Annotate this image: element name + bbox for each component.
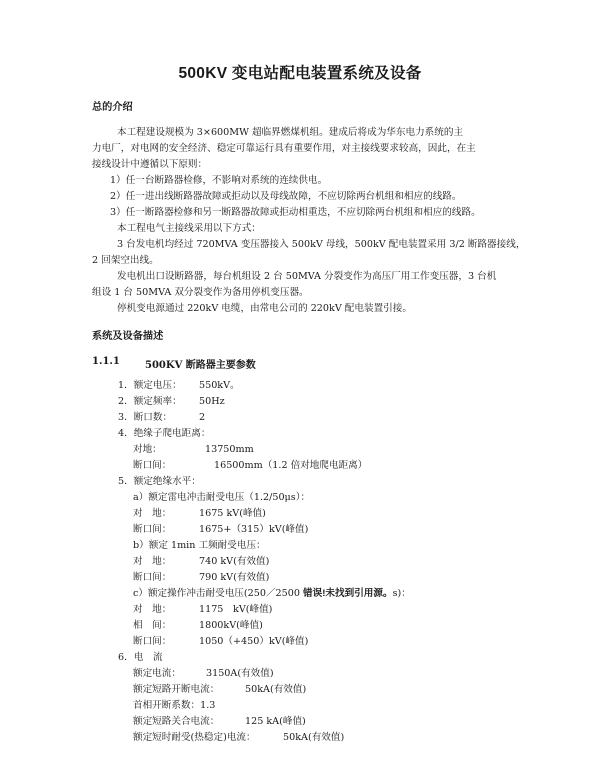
param-label: 断口间： bbox=[133, 636, 172, 647]
param-value: 1675 kV(峰值) bbox=[199, 508, 266, 519]
principle-item: 1）任一台断路器检修，不影响对系统的连续供电。 bbox=[110, 175, 328, 186]
intro-heading: 总的介绍 bbox=[92, 102, 133, 113]
param-label: 断口间： bbox=[133, 524, 172, 535]
sublabel-suffix: s)： bbox=[392, 588, 411, 599]
section-title: 500KV 断路器主要参数 bbox=[145, 360, 256, 371]
param-sublabel: a）额定雷电冲击耐受电压（1.2/50μs）： bbox=[133, 492, 311, 503]
intro-line: 力电厂，对电网的安全经济、稳定可靠运行具有重要作用，对主接线要求较高，因此，在主 bbox=[92, 143, 476, 154]
param-value: 1175 kV(峰值) bbox=[199, 604, 273, 615]
param-label: 2．额定频率： bbox=[118, 396, 182, 407]
param-label: 相 间： bbox=[133, 620, 172, 631]
param-label: 首相开断系数：1.3 bbox=[133, 700, 216, 711]
intro-line: 2 回架空出线。 bbox=[92, 255, 159, 266]
param-label: 4．绝缘子爬电距离： bbox=[118, 428, 211, 439]
param-value: 1050（+450）kV(峰值) bbox=[199, 636, 309, 647]
intro-line: 3 台发电机均经过 720MVA 变压器接入 500kV 母线，500kV 配电装置采用 3/2 断路器接线， bbox=[117, 239, 526, 250]
param-label: 3．断口数： bbox=[118, 412, 173, 423]
param-value: 50Hz bbox=[199, 396, 225, 407]
document-title: 500KV 变电站配电装置系统及设备 bbox=[178, 65, 422, 82]
param-sublabel: b）额定 1min 工频耐受电压： bbox=[133, 540, 266, 551]
param-label: 对 地： bbox=[133, 604, 172, 615]
param-value: 2 bbox=[199, 412, 206, 423]
intro-line: 停机变电源通过 220kV 电缆，由常电公司的 220kV 配电装置引接。 bbox=[117, 303, 412, 314]
param-label: 额定短时耐受(热稳定)电流： bbox=[133, 732, 256, 743]
param-sublabel bbox=[133, 588, 411, 600]
sublabel-prefix: c）额定操作冲击耐受电压(250／2500 bbox=[133, 588, 304, 599]
param-value: 1675+（315）kV(峰值) bbox=[199, 524, 309, 535]
intro-line: 本工程电气主接线采用以下方式： bbox=[117, 223, 261, 234]
reference-error-text: 错误!未找到引用源。 bbox=[303, 588, 393, 599]
param-value: 125 kA(峰值) bbox=[245, 716, 306, 727]
param-value: 50kA(有效值) bbox=[245, 684, 307, 695]
param-label: 对 地： bbox=[133, 556, 172, 567]
param-label: 1．额定电压： bbox=[118, 380, 182, 391]
system-heading: 系统及设备描述 bbox=[92, 331, 164, 342]
section-number: 1.1.1 bbox=[92, 356, 120, 367]
param-value: 16500mm（1.2 倍对地爬电距离） bbox=[214, 460, 368, 471]
principle-item: 2）任一进出线断路器故障或拒动以及母线故障，不应切除两台机组和相应的线路。 bbox=[110, 191, 462, 202]
intro-line: 组设 1 台 50MVA 双分裂变作为备用停机变压器。 bbox=[92, 287, 309, 298]
param-label: 断口间： bbox=[133, 572, 172, 583]
param-label: 额定短路关合电流： bbox=[133, 716, 220, 727]
param-label: 对地： bbox=[133, 444, 162, 455]
intro-line: 发电机出口设断路器，每台机组设 2 台 50MVA 分裂变作为高压厂用工作变压器，3 台机 bbox=[117, 271, 497, 282]
param-value: 550kV。 bbox=[199, 380, 240, 391]
param-label: 额定短路开断电流： bbox=[133, 684, 220, 695]
param-label: 5．额定绝缘水平： bbox=[118, 476, 201, 487]
param-label: 额定电流： bbox=[133, 668, 181, 679]
param-value: 1800kV(峰值) bbox=[199, 620, 263, 631]
param-value: 50kA(有效值) bbox=[283, 732, 345, 743]
intro-line: 本工程建设规模为 3×600MW 超临界燃煤机组。建成后将成为华东电力系统的主 bbox=[117, 127, 464, 138]
principle-item: 3）任一断路器检修和另一断路器故障或拒动相重迭，不应切除两台机组和相应的线路。 bbox=[110, 207, 481, 218]
param-value: 13750mm bbox=[205, 444, 254, 455]
param-value: 740 kV(有效值) bbox=[199, 556, 270, 567]
intro-line: 接线设计中遵循以下原则： bbox=[92, 159, 208, 170]
param-value: 3150A(有效值) bbox=[206, 668, 274, 679]
param-label: 6．电 流 bbox=[118, 652, 163, 663]
param-label: 断口间： bbox=[133, 460, 172, 471]
param-value: 790 kV(有效值) bbox=[199, 572, 270, 583]
param-label: 对 地： bbox=[133, 508, 172, 519]
